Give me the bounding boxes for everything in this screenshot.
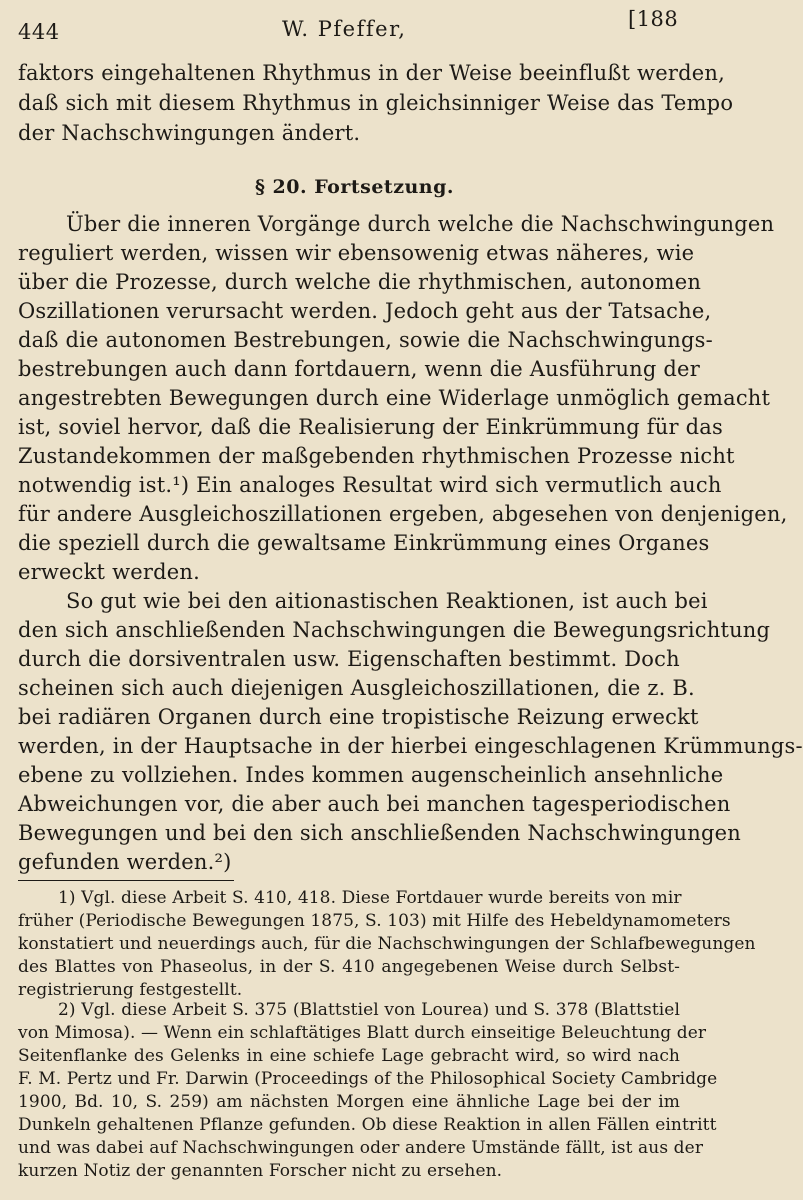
paragraph-2-line: So gut wie bei den aitionastischen Reaktionen, ist auch bei	[66, 589, 708, 613]
paragraph-1-line: reguliert werden, wissen wir ebensowenig etwas näheres, wie	[18, 241, 695, 265]
paragraph-2-line: werden, in der Hauptsache in der hierbei eingeschlagenen Krümmungs-	[18, 734, 803, 758]
paragraph-2-line: bei radiären Organen durch eine tropistische Reizung erweckt	[18, 705, 699, 729]
footnote-2-line: 2) Vgl. diese Arbeit S. 375 (Blattstiel von Lourea) und S. 378 (Blattstiel	[58, 1000, 680, 1020]
paragraph-1-line: Oszillationen verursacht werden. Jedoch geht aus der Tatsache,	[18, 299, 712, 323]
paragraph-1-line: Über die inneren Vorgänge durch welche die Nachschwingungen	[66, 212, 775, 236]
footnote-1-line: konstatiert und neuerdings auch, für die Nachschwingungen der Schlafbewegungen	[18, 934, 756, 954]
paragraph-2-line: ebene zu vollziehen. Indes kommen augenscheinlich ansehnliche	[18, 763, 724, 787]
paragraph-1-line: für andere Ausgleichoszillationen ergeben, abgesehen von denjenigen,	[18, 502, 788, 526]
continuation-line: daß sich mit diesem Rhythmus in gleichsinniger Weise das Tempo	[18, 91, 734, 115]
page-number: 444	[18, 20, 60, 44]
footnote-2-line: kurzen Notiz der genannten Forscher nicht zu ersehen.	[18, 1161, 503, 1181]
paragraph-2-line: gefunden werden.²)	[18, 850, 232, 874]
paragraph-1-line: die speziell durch die gewaltsame Einkrümmung eines Organes	[18, 531, 710, 555]
paragraph-1-line: angestrebten Bewegungen durch eine Widerlage unmöglich gemacht	[18, 386, 771, 410]
footnote-1-line: registrierung festgestellt.	[18, 980, 243, 1000]
footnote-1-line: des Blattes von Phaseolus, in der S. 410 angegebenen Weise durch Selbst-	[18, 957, 680, 977]
footnote-2-line: 1900, Bd. 10, S. 259) am nächsten Morgen eine ähnliche Lage bei der im	[18, 1092, 680, 1112]
paragraph-1-line: ist, soviel hervor, daß die Realisierung der Einkrümmung für das	[18, 415, 723, 439]
paragraph-2-line: Bewegungen und bei den sich anschließenden Nachschwingungen	[18, 821, 741, 845]
paragraph-2-line: Abweichungen vor, die aber auch bei manchen tagesperiodischen	[18, 792, 731, 816]
footnote-2-line: F. M. Pertz und Fr. Darwin (Proceedings of the Philosophical Society Cambridge	[18, 1069, 718, 1089]
paragraph-1-line: notwendig ist.¹) Ein analoges Resultat wird sich vermutlich auch	[18, 473, 722, 497]
footnote-1-line: 1) Vgl. diese Arbeit S. 410, 418. Diese Fortdauer wurde bereits von mir	[58, 888, 682, 908]
footnote-2-line: und was dabei auf Nachschwingungen oder andere Umstände fällt, ist aus der	[18, 1138, 704, 1158]
paragraph-1-line: Zustandekommen der maßgebenden rhythmischen Prozesse nicht	[18, 444, 735, 468]
continuation-line: der Nachschwingungen ändert.	[18, 121, 361, 145]
paragraph-1-line: bestrebungen auch dann fortdauern, wenn die Ausführung der	[18, 357, 700, 381]
paragraph-1-line: erweckt werden.	[18, 560, 200, 584]
paragraph-2-line: den sich anschließenden Nachschwingungen die Bewegungsrichtung	[18, 618, 771, 642]
paragraph-2-line: scheinen sich auch diejenigen Ausgleichoszillationen, die z. B.	[18, 676, 695, 700]
footnote-2-line: Dunkeln gehaltenen Pflanze gefunden. Ob diese Reaktion in allen Fällen eintritt	[18, 1115, 717, 1135]
running-head-author: W. Pfeffer,	[282, 17, 407, 41]
section-heading: § 20. Fortsetzung.	[255, 176, 455, 198]
paragraph-1-line: daß die autonomen Bestrebungen, sowie die Nachschwingungs-	[18, 328, 713, 352]
footnote-2-line: Seitenflanke des Gelenks in eine schiefe Lage gebracht wird, so wird nach	[18, 1046, 680, 1066]
continuation-line: faktors eingehaltenen Rhythmus in der Weise beeinflußt werden,	[18, 61, 725, 85]
paragraph-1-line: über die Prozesse, durch welche die rhythmischen, autonomen	[18, 270, 702, 294]
paragraph-2-line: durch die dorsiventralen usw. Eigenschaften bestimmt. Doch	[18, 647, 680, 671]
original-page-marker: [188	[628, 7, 679, 31]
footnote-2-line: von Mimosa). — Wenn ein schlaftätiges Blatt durch einseitige Beleuchtung der	[18, 1023, 707, 1043]
footnote-1-line: früher (Periodische Bewegungen 1875, S. 103) mit Hilfe des Hebeldynamometers	[18, 911, 731, 931]
footnote-rule	[18, 880, 234, 881]
